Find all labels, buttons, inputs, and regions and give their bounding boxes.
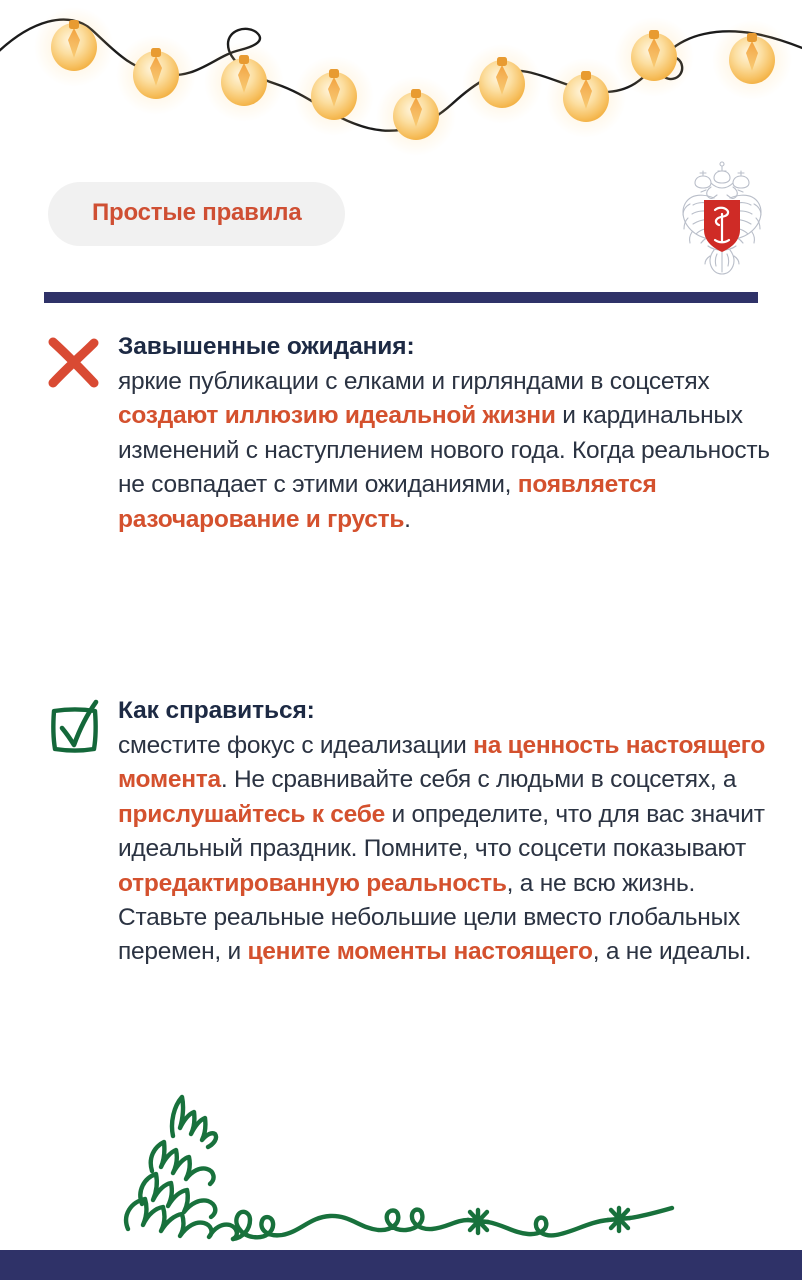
- block-paragraph: [118, 365, 770, 537]
- text-run: , а не всю жизнь. Ставьте реальные небольшие цели вместо глобальных перемен, и: [118, 869, 740, 966]
- text-run: и определите, что для вас значит идеальный праздник. Помните, что соцсети показывают: [118, 800, 765, 863]
- text-run: и кардинальных изменений с наступлением нового года. Когда реальность не совпадает с этими ожиданиями,: [118, 402, 770, 499]
- block-heading: Завышенные ожидания:: [118, 333, 415, 360]
- highlighted-phrase: на ценность настоящего момента: [118, 731, 766, 794]
- footer-navy-band: [0, 1250, 802, 1280]
- russian-ministry-of-health-emblem: [670, 160, 774, 276]
- text-run: . Не сравнивайте себя с людьми в соцсетях, а: [220, 766, 737, 794]
- navy-divider-rule: [44, 292, 758, 303]
- text-run: сместите фокус с идеализации: [118, 731, 474, 759]
- highlighted-phrase: прислушайтесь к себе: [118, 800, 385, 828]
- text-run: яркие публикации с елками и гирляндами в соцсетях: [118, 367, 710, 395]
- page-title: Простые правила: [92, 199, 302, 226]
- christmas-tree-and-vine-doodle: [110, 1092, 800, 1242]
- title-pill: [48, 182, 345, 246]
- content-block-coping: [44, 697, 770, 970]
- text-run: .: [404, 505, 411, 533]
- highlighted-phrase: появляется разочарование и грусть: [118, 471, 657, 533]
- header-row: [0, 168, 802, 278]
- block-body: [118, 697, 770, 970]
- block-body: [118, 333, 770, 537]
- text-run: , а не идеалы.: [592, 938, 752, 966]
- block-heading: Как справиться:: [118, 697, 315, 724]
- highlighted-phrase: создают иллюзию идеальной жизни: [118, 402, 556, 430]
- green-checkbox-icon: [44, 697, 106, 759]
- block-paragraph: [118, 729, 770, 970]
- highlighted-phrase: цените моменты настоящего: [247, 938, 593, 966]
- red-cross-mark-icon: [44, 333, 106, 395]
- string-lights-garland: [0, 0, 802, 160]
- highlighted-phrase: отредактированную реальность: [118, 869, 507, 897]
- content-block-expectations: [44, 333, 770, 537]
